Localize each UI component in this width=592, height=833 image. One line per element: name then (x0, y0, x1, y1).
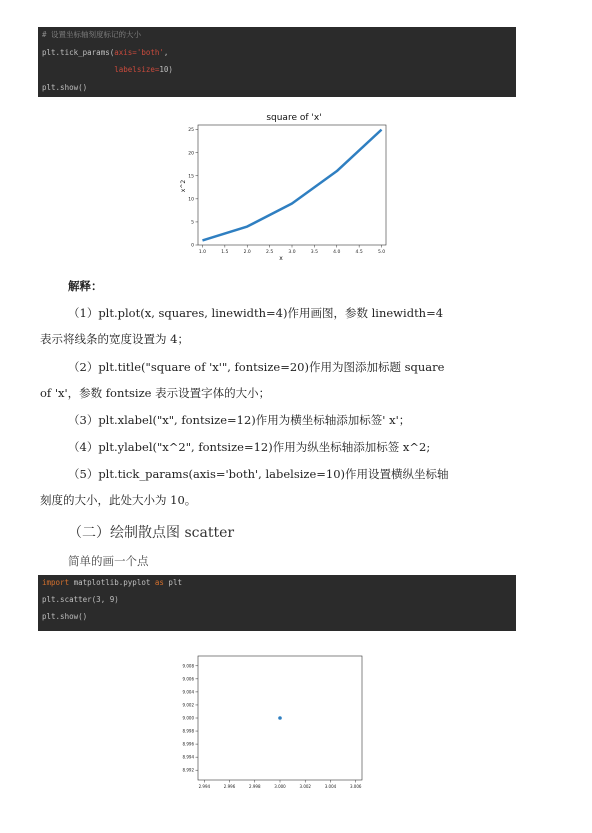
x-tick-label: 2.996 (223, 784, 236, 789)
x-tick-label: 5.0 (377, 250, 386, 255)
y-tick-label: 8.994 (182, 754, 194, 760)
intro-text: 简单的画一个点 (68, 554, 149, 568)
explain-line-5: （3）plt.xlabel("x", fontsize=12)作用为横坐标轴添加标签' x'； (68, 413, 411, 427)
explain-line-3: （2）plt.title("square of 'x'", fontsize=20)作用为图添加标题 square (68, 360, 445, 374)
code-token: import (42, 578, 70, 587)
x-tick-label: 1.5 (221, 250, 229, 255)
code-line (42, 48, 168, 58)
code-token: 10) (159, 65, 173, 74)
y-tick-label: 9.002 (182, 702, 194, 708)
code-token: # 设置坐标轴刻度标记的大小 (42, 30, 142, 39)
y-tick-label: 9.000 (182, 715, 194, 721)
code-line (42, 578, 182, 588)
code-token: plt.show() (42, 82, 88, 92)
explain-line-7: （5）plt.tick_params(axis='both', labelsize=10)作用设置横纵坐标轴 (68, 467, 449, 481)
x-tick-label: 2.5 (266, 250, 274, 255)
x-tick-label: 1.0 (198, 250, 207, 255)
plot-frame (198, 125, 386, 245)
scatter-chart (172, 653, 372, 795)
y-tick-label: 8.996 (182, 741, 194, 747)
x-tick-label: 3.000 (274, 784, 286, 789)
code-line (42, 83, 87, 93)
code-line (42, 595, 119, 605)
y-tick-label: 8.998 (182, 728, 194, 734)
code-token: plt.show() (42, 612, 88, 621)
y-tick-label: 0 (191, 243, 194, 249)
code-token: , (163, 47, 169, 57)
code-token: 'both' (136, 47, 164, 57)
x-tick-label: 2.998 (249, 784, 261, 789)
line-chart (176, 110, 396, 260)
code-token: labelsize= (114, 65, 160, 74)
code-token: plt.tick_params( (42, 47, 115, 57)
explain-line-6: （4）plt.ylabel("x^2", fontsize=12)作用为纵坐标轴添加标签 x^2; (68, 440, 431, 454)
code-token: plt.scatter(3, 9) (42, 595, 119, 604)
x-tick-label: 4.5 (355, 250, 363, 255)
y-tick-label: 10 (188, 197, 194, 203)
x-tick-label: 3.004 (324, 784, 337, 789)
y-tick-label: 25 (188, 128, 194, 134)
code-token: plt (163, 578, 182, 587)
explain-heading: 解释： (68, 279, 103, 293)
series-line (202, 130, 381, 241)
y-tick-label: 8.992 (182, 767, 194, 773)
x-tick-label: 3.0 (288, 250, 296, 255)
code-block-tick-params (38, 27, 516, 97)
y-tick-label: 9.004 (182, 689, 194, 695)
y-tick-label: 9.006 (182, 676, 194, 682)
code-line (42, 65, 173, 75)
y-tick-label: 5 (191, 220, 194, 226)
x-tick-label: 2.0 (243, 250, 251, 255)
x-axis-label: x (279, 255, 283, 260)
code-line (42, 612, 87, 622)
x-tick-label: 3.006 (349, 784, 362, 789)
explain-line-8: 刻度的大小，此处大小为 10。 (40, 493, 197, 507)
code-token: matplotlib.pyplot (69, 578, 155, 587)
y-axis-label: x^2 (180, 179, 187, 193)
explain-line-1: （1）plt.plot(x, squares, linewidth=4)作用画图，参数 linewidth=4 (68, 306, 444, 320)
y-tick-label: 20 (188, 151, 194, 157)
code-token (42, 65, 114, 74)
code-block-scatter (38, 575, 516, 631)
section-title: （二）绘制散点图 scatter (68, 525, 235, 541)
explain-line-2: 表示将线条的宽度设置为 4； (40, 332, 189, 346)
x-tick-label: 3.5 (310, 250, 318, 255)
x-tick-label: 4.0 (333, 250, 341, 255)
code-line (42, 30, 141, 40)
code-token: axis= (114, 47, 137, 57)
x-tick-label: 3.002 (299, 784, 311, 789)
y-tick-label: 9.008 (182, 663, 194, 669)
code-token: as (154, 578, 164, 587)
scatter-point (278, 716, 282, 720)
explain-line-4: of 'x'，参数 fontsize 表示设置字体的大小； (40, 386, 271, 400)
x-tick-label: 2.994 (198, 784, 211, 789)
y-tick-label: 15 (188, 174, 194, 180)
chart-title: square of 'x' (266, 113, 322, 123)
